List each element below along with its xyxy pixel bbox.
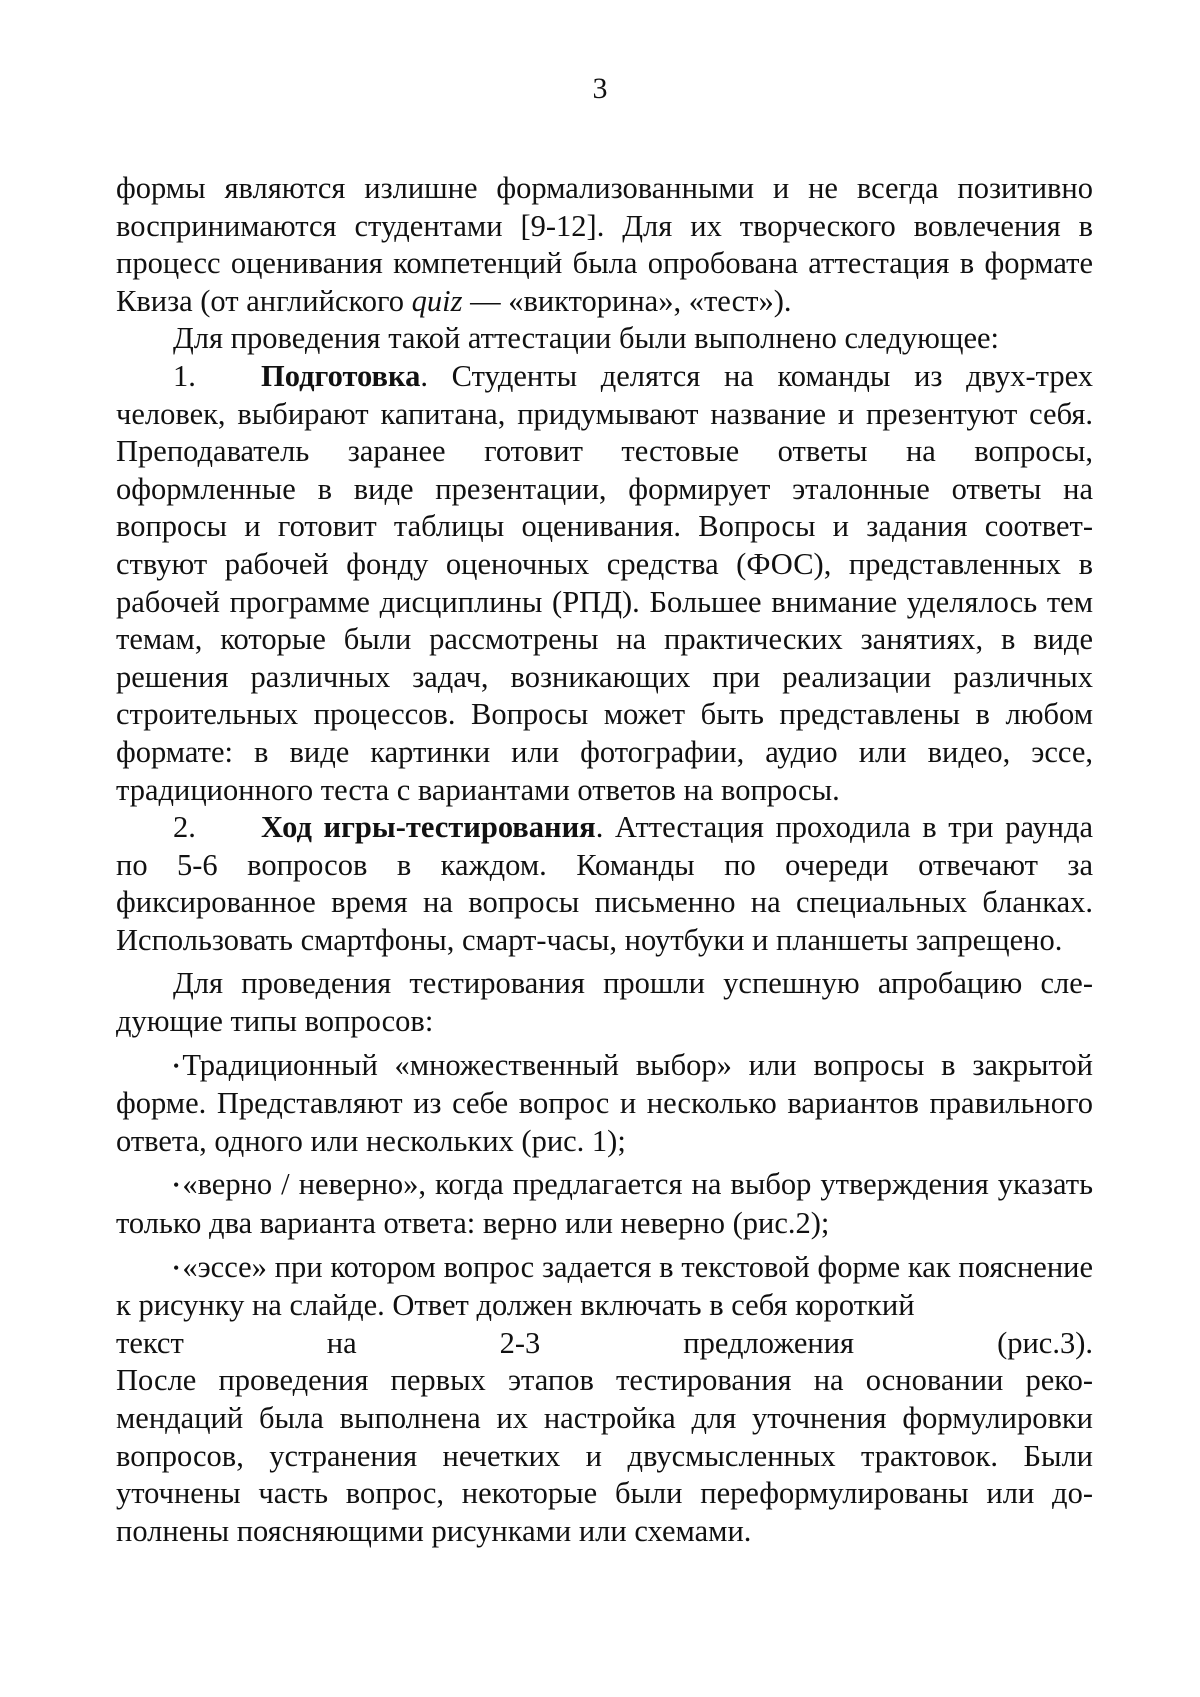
- intro-tail: — «викторина», «тест»).: [462, 283, 792, 318]
- bullet-icon: •: [173, 1055, 180, 1076]
- bullet-item: [116, 1166, 1093, 1242]
- bullet-text: «эссе» при котором вопрос задается в текстовой форме как пояснение к рисунку на слайде. Ответ должен включать в себя короткий: [116, 1249, 1093, 1323]
- paragraph-question-types-lead: Для проведения тестирования прошли успешную апробацию следующие типы вопросов:: [116, 966, 1093, 1039]
- bullet-text: Традиционный «множественный выбор» или вопросы в закрытой форме. Представляют из себе вопрос и несколько вариантов правильного ответа, одного или нескольких (рис. 1);: [116, 1047, 1093, 1158]
- bullet-item: [116, 1047, 1093, 1161]
- list-item-text: . Студенты делятся на команды из двух-трех человек, выбирают капитана, придумывают название и презентуют себя. Преподаватель заранее готовит тестовые ответы на вопросы, оформленные в виде презентации, формирует эталонные ответы на вопросы и готовит таблицы оценивания. Вопросы и задания соответствуют рабочей фонду оценочных средства (ФОС), представленных в рабочей программе дисциплины (РПД). Большее внимание уделялось тем темам, которые были рассмотрены на практических занятиях, в виде решения различных задач, возникающих при реализации различных строительных процессов. Вопросы может быть представлены в любом формате: в виде картинки или фотографии, аудио или видео, эссе, традиционного теста с вариантами ответов на вопросы.: [116, 358, 1093, 807]
- bullet-text: «верно / неверно», когда предлагается на выбор утверждения указать только два варианта ответа: верно или неверно (рис.2);: [116, 1167, 1093, 1241]
- bullet-item-continuation: текст на 2-3 предложения (рис.3).: [116, 1325, 1093, 1360]
- list-item-preparation: [116, 358, 1093, 809]
- paragraph-procedure-lead: Для проведения такой аттестации были выполнено следующее:: [173, 321, 999, 356]
- list-item-text: . Аттестация проходила в три раунда по 5-6 вопросов в каждом. Команды по очереди отвечают за фиксированное время на вопросы письменно на специальных бланках. Использовать смартфоны, смарт-часы, ноутбуки и планшеты запрещено.: [116, 810, 1093, 957]
- intro-text: формы являются излишне формализованными и не всегда позитивно воспринимаются студентами [9-12]. Для их творческого вовлечения в процесс оценивания компетенций была опробована аттестация в формате Квиза (от английского: [116, 171, 1093, 318]
- list-item-heading: Ход игры-тестирования: [261, 810, 596, 845]
- bullet-item: [116, 1249, 1093, 1325]
- paragraph-conclusion: После проведения первых этапов тестирования на основании рекомендаций была выполнена их настройка для уточнения формулировки вопросов, устранения нечетких и двусмысленных трактовок. Были уточнены часть вопрос, некоторые были переформулированы или дополнены поясняющими рисунками или схемами.: [116, 1363, 1093, 1548]
- list-item-game-flow: [116, 809, 1093, 959]
- paragraph-intro: [116, 170, 1093, 320]
- page-number: 3: [592, 72, 608, 105]
- list-item-heading: Подготовка: [261, 358, 421, 393]
- intro-italic-term: quiz: [411, 283, 463, 318]
- bullet-icon: •: [173, 1257, 180, 1278]
- list-item-number: 1.: [173, 358, 196, 393]
- list-item-number: 2.: [173, 810, 196, 845]
- bullet-icon: •: [173, 1175, 180, 1196]
- page-body: [116, 170, 1093, 1550]
